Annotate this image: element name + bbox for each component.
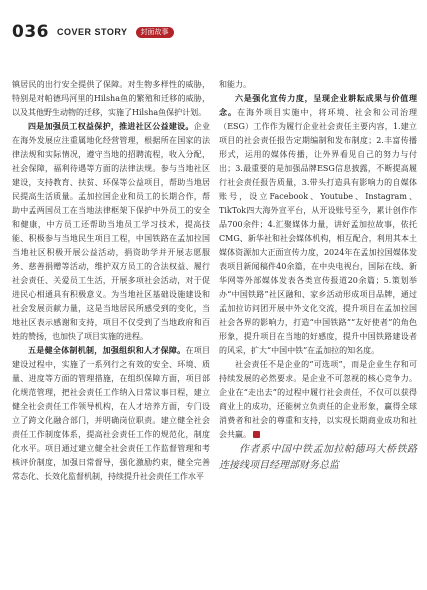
paragraph: 和能力。 — [219, 80, 251, 89]
paragraph-body: 在海外项目实施中，将环境、社会和公司治理（ESG）工作作为履行企业社会责任主要内容，1.建立项目的社会责任报告定期编制和发布制度；2.丰富传播形式，运用的媒体传播，让外界看见自己的努力与付出；3.最重要的是加强品牌ESG信息披露，不断提高履行社会责任报告质量，3.带头打造具有影响力的自媒体账号，设立Facebook、Youtube、Instagram、TikTok四大海外宣平台，从开设账号至今，累计创作作品700余件；4.汇聚媒体力量，讲好孟加拉故事，依托CMG、新华社和社会媒体机构，相互配合，利用其本土媒体资源加大正面宣传力度，2024年在孟加拉国媒体发表项目新闻稿件40余篇，在中央电视台，国际在线、新华网等外部媒体发表各类宣传报道20余篇；5.策划举办“中国铁路”社区融和、家乡活动形成项目品牌，通过孟加拉访问团开展中外文化交流，提升项目在孟加拉国社会各界的影响力，打造“中国铁路”“友好使者”的角色形象，提升项目在当地的好感度，提升中国铁路建设者的风采，扩大“中国中铁”在孟加拉的知名度。 — [219, 108, 418, 355]
paragraph-body: 在项目建设过程中，实施了一系列行之有效的安全、环境、质量、进度等方面的管理措施，在组织保障方面，项目部化规范管理，把社会责任工作纳入日常议事日程，建立健全社会责任工作领导机构，在人才培养方面，专门设立了跨文化融合部门，并明确岗位职责。建立健全社会责任工作制度体系，提高社会责任工作的规范化，制度化水平。项目通过建立健全社会责任工作监督管理和考核评价制度，加强日常督导，强化激励约束，健全完善常态化、长效化监督机制，持续提升社会责任工作水平 — [12, 346, 211, 481]
left-column — [12, 78, 210, 484]
paragraph — [12, 120, 210, 344]
author-note: 作者系中国中铁孟加拉帕德玛大桥铁路连接线项目经理部财务总监 — [219, 444, 417, 471]
page-number: 036 — [12, 22, 49, 42]
end-mark-icon — [253, 431, 260, 438]
paragraph: 镇居民的出行安全提供了保障。对生物多样性的威胁，特别是对帕德玛河里的Hilsha鱼的繁殖和迁移的威胁，以及其他野生动物的迁移，实施了Hilsha鱼保护计划。 — [12, 80, 210, 117]
paragraph-heading: 四是加强员工权益保护，推进社区公益建设。 — [28, 122, 194, 131]
paragraph-body: 企业在海外发展应注重属地化经营管理，根据所在国家的法律法规和实际情况，遵守当地的招聘流程，收入分配，社会保障，福利待遇等方面的法律法规。参与当地社区建设，支持教育、扶贫、环保等公益项目，帮助当地居民提高生活质量。孟加拉国企业和员工的长期合作，帮助中孟两国员工在当地法律框架下保护中外员工的安全和健康，中方员工还帮助当地员工学习技术，提高技能、积极参与当地民生项目工程，中国铁路在孟加拉国当地社区积极开展公益活动，捐资助学并开展志愿服务、慈善捐赠等活动，维护双方员工的合法权益、履行社会责任、关爱员工生活，开展多项社会活动，对于促进民心相通具有积极意义。为当地社区基础设施建设和社会发展贡献力量，这是当地居民所感受到的变化，当地社区表示感谢和支持，项目不仅受到了当地政府和百姓的赞扬，也加快了项目实施的进程。 — [12, 122, 211, 341]
paragraph — [12, 344, 210, 484]
section-title: COVER STORY — [57, 27, 128, 37]
right-column — [219, 78, 417, 484]
paragraph-heading: 六是强化宣传力度，呈现企业耕耘成果与价值理念。 — [219, 94, 417, 117]
section-tag: 封面故事 — [136, 27, 174, 38]
paragraph-heading: 五是健全体制机制，加强组织和人才保障。 — [28, 346, 186, 355]
paragraph — [219, 92, 417, 358]
paragraph-body: 社会责任不是企业的“可选项”，而是企业生存和可持续发展的必然要求。是企业不可忽视的核心竞争力。企业在“走出去”的过程中履行社会责任，不仅可以获得商业上的成功，还能树立负责任的企业形象，赢得全球消费者和社会的尊重和支持，以实现长期商业成功和社会共赢。 — [219, 360, 417, 439]
page-header — [12, 20, 174, 44]
article-body — [12, 78, 417, 484]
paragraph — [219, 358, 417, 442]
